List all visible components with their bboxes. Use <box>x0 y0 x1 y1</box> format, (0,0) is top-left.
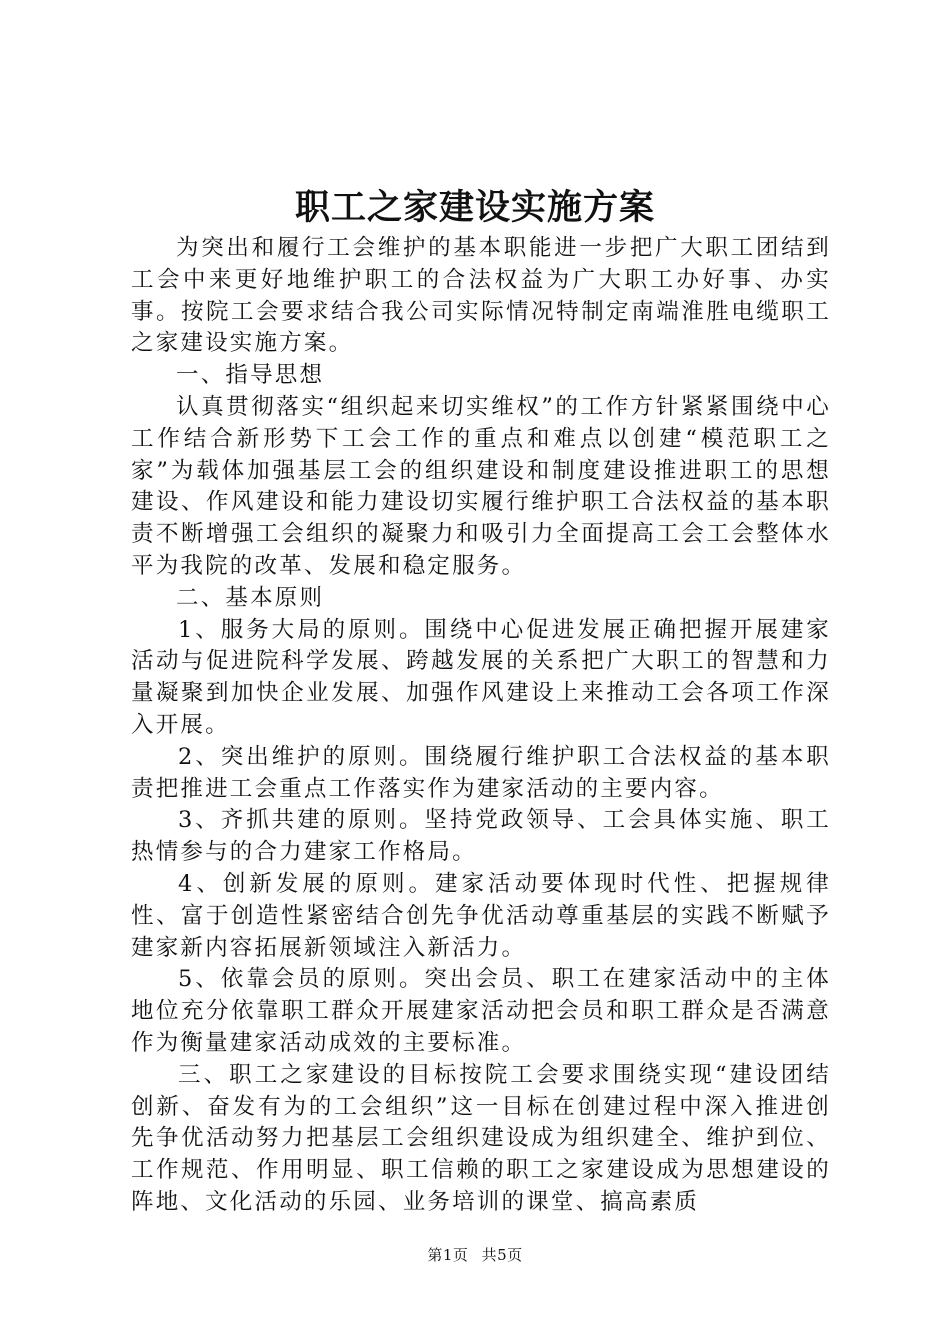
intro-paragraph: 为突出和履行工会维护的基本职能进一步把广大职工团结到工会中来更好地维护职工的合法权益为广大职工办好事、办实事。按院工会要求结合我公司实际情况特制定南端淮胜电缆职工之家建设实施方案。 <box>131 235 831 357</box>
principle-item: 3、齐抓共建的原则。坚持党政领导、工会具体实施、职工热情参与的合力建家工作格局。 <box>131 807 831 866</box>
goals-paragraph: 三、职工之家建设的目标按院工会要求围绕实现“建设团结创新、奋发有为的工会组织”这一目标在创建过程中深入推进创先争优活动努力把基层工会组织建设成为组织建全、维护到位、工作规范、作用明显、职工信赖的职工之家建设成为思想建设的阵地、文化活动的乐园、业务培训的课堂、搞高素质 <box>131 1061 831 1215</box>
document-title: 职工之家建设实施方案 <box>294 187 655 228</box>
page-total: 共5页 <box>481 1246 523 1264</box>
principle-item: 4、创新发展的原则。建家活动要体现时代性、把握规律性、富于创造性紧密结合创先争优活动尊重基层的实践不断赋予建家新内容拓展新领域注入新活力。 <box>131 870 831 961</box>
guiding-thought-paragraph: 认真贯彻落实“组织起来切实维权”的工作方针紧紧围绕中心工作结合新形势下工会工作的重点和难点以创建“模范职工之家”为载体加强基层工会的组织建设和制度建设推进职工的思想建设、作风建设和能力建设切实履行维护职工合法权益的基本职责不断增强工会组织的凝聚力和吸引力全面提高工会工会整体水平为我院的改革、发展和稳定服务。 <box>131 393 831 579</box>
page-footer <box>0 1244 950 1265</box>
document-body <box>131 233 831 1219</box>
section-heading-guiding-thought: 一、指导思想 <box>176 362 325 389</box>
section-heading-basic-principles: 二、基本原则 <box>176 584 325 611</box>
principle-item: 5、依靠会员的原则。突出会员、职工在建家活动中的主体地位充分依靠职工群众开展建家活动把会员和职工群众是否满意作为衡量建家活动成效的主要标准。 <box>131 966 831 1056</box>
principle-item: 2、突出维护的原则。围绕履行维护职工合法权益的基本职责把推进工会重点工作落实作为建家活动的主要内容。 <box>131 743 831 802</box>
page-number: 第1页 <box>427 1246 469 1264</box>
principle-item: 1、服务大局的原则。围绕中心促进发展正确把握开展建家活动与促进院科学发展、跨越发展的关系把广大职工的智慧和力量凝聚到加快企业发展、加强作风建设上来推动工会各项工作深入开展。 <box>131 616 831 738</box>
